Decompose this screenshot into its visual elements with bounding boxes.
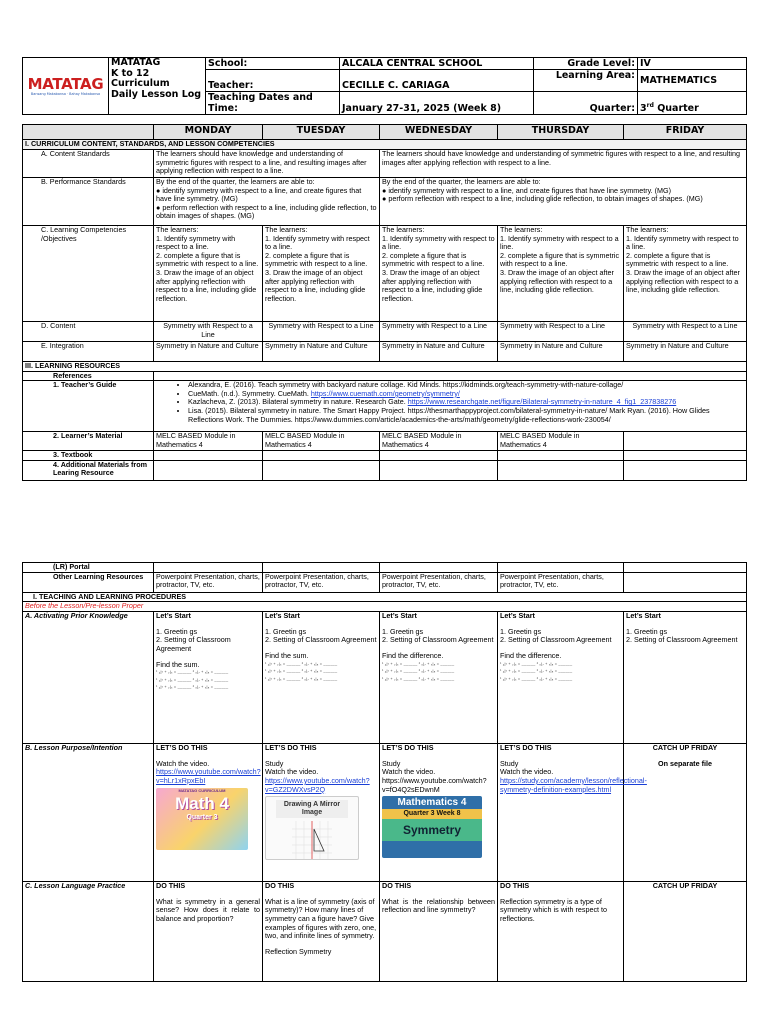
section-curriculum: I. CURRICULUM CONTENT, STANDARDS, AND LESSON COMPETENCIES: [23, 140, 747, 150]
content-standards-left: The learners should have knowledge and understanding of symmetric figures with respect to a line, and resulting images after applying reflection with respect to a line.: [154, 150, 380, 178]
performance-standards-left: By the end of the quarter, the learners are able to: ● identify symmetry with respect to a line, and create figures that have line symmetry. (MG) ● perform reflection with respect to a line, including glide reflection, to obtain images of shapes. (MG): [154, 178, 380, 226]
empty-cell: [624, 563, 747, 573]
school-value: ALCALA CENTRAL SCHOOL: [340, 58, 534, 70]
empty-cell: [498, 563, 624, 573]
empty-cell: [380, 563, 498, 573]
empty-cell: [380, 460, 498, 480]
practice-friday: CATCH UP FRIDAY: [624, 882, 747, 982]
day-thursday: THURSDAY: [498, 125, 624, 140]
content-standards-right: The learners should have knowledge and understanding of symmetric figures with respect to a line, and resulting images after applying reflection with respect to a line.: [380, 150, 747, 178]
performance-standards-right: By the end of the quarter, the learners are able to: ● identify symmetry with respect to a line, and create figures that have line symmetry. (MG) ● perform reflection with respect to a line, including glide reflection, to obtain images of shapes. (MG): [380, 178, 747, 226]
purpose-label: B. Lesson Purpose/Intention: [23, 744, 154, 882]
integration-tuesday: Symmetry in Nature and Culture: [263, 342, 380, 362]
practice-label: C. Lesson Language Practice: [23, 882, 154, 982]
corner-cell: [23, 125, 154, 140]
activating-tuesday: Let’s Start 1. Greetin gs 2. Setting of Classroom Agreement Find the sum. ¹ ₄|‹ + ₂|₃ = ______ ² ₆|₇ + ₃|₈ = ______ ¹ ₄|‹ + ₂|₃ = ______ ² ₆|₇ + ₃|₈ = ______ ¹ ₄|‹ + ₂|₃ = ______ ² ₆|₇ + ₃|₈ = ______: [263, 612, 380, 744]
purpose-tuesday: LET’S DO THIS Study Watch the video. https://www.youtube.com/watch?v=GZ2DWXvsP2Q Drawing A Mirror Image: [263, 744, 380, 882]
video-link-monday[interactable]: https://www.youtube.com/watch?v=hLr1xRpxEbI: [156, 767, 261, 785]
learners-material-wednesday: MELC BASED Module in Mathematics 4: [380, 432, 498, 451]
performance-standards-label: B. Performance Standards: [23, 178, 154, 226]
lr-portal-label: (LR) Portal: [23, 563, 154, 573]
learners-material-friday: [624, 432, 747, 451]
content-friday: Symmetry with Respect to a Line: [624, 322, 747, 342]
other-resources-monday: Powerpoint Presentation, charts, protractor, TV, etc.: [154, 572, 263, 592]
video-link-tuesday[interactable]: https://www.youtube.com/watch?v=GZ2DWXvsP2Q: [265, 775, 370, 794]
area-value: MATHEMATICS: [638, 70, 747, 92]
matatag-logo: MATATAG Bansang Makabansa · Bahay Makabansa: [23, 58, 109, 115]
teacher-label: Teacher:: [206, 70, 340, 92]
activating-wednesday: Let’s Start 1. Greetin gs 2. Setting of Classroom Agreement Find the difference. ¹ ₄|‹ + ₂|₃ = ______ ² ₆|₇ + ₃|₈ = ______ ¹ ₄|‹ + ₂|₃ = ______ ² ₆|₇ + ₃|₈ = ______ ¹ ₄|‹ + ₂|₃ = ______ ² ₆|₇ + ₃|₈ = ______: [380, 612, 498, 744]
teacher-value: CECILLE C. CARIAGA: [340, 70, 534, 92]
ref-item: • Kazlacheva, Z. (2013). Bilateral symmetry in nature. Research Gate. https://www.researchgate.net/figure/Bilateral-symmetry-in-nature_4_fig1_237838276: [188, 398, 744, 407]
teachers-guide-refs: [154, 381, 747, 432]
video-thumbnail-math4[interactable]: MATATAG CURRICULUM Math 4 Quarter 3: [156, 788, 248, 850]
grade-value: IV: [638, 58, 747, 70]
competencies-friday: The learners: 1. Identify symmetry with respect to a line. 2. complete a figure that is symmetric with respect to a line. 3. Draw the image of an object after applying reflection with respect to a line, including glide reflection.: [624, 226, 747, 322]
empty-cell: [154, 460, 263, 480]
empty-cell: [498, 451, 624, 461]
activating-thursday: Let’s Start 1. Greetin gs 2. Setting of Classroom Agreement Find the difference. ¹ ₄|‹ + ₂|₃ = ______ ² ₆|₇ + ₃|₈ = ______ ¹ ₄|‹ + ₂|₃ = ______ ² ₆|₇ + ₃|₈ = ______ ¹ ₄|‹ + ₂|₃ = ______ ² ₆|₇ + ₃|₈ = ______: [498, 612, 624, 744]
section-procedures: I. TEACHING AND LEARNING PROCEDURES: [23, 592, 747, 602]
content-thursday: Symmetry with Respect to a Line: [498, 322, 624, 342]
day-monday: MONDAY: [154, 125, 263, 140]
empty-cell: [154, 563, 263, 573]
learners-material-thursday: MELC BASED Module in Mathematics 4: [498, 432, 624, 451]
competencies-tuesday: The learners: 1. Identify symmetry with respect to a line. 2. complete a figure that is symmetric with respect to a line. 3. Draw the image of an object after applying reflection with respect to a line, including glide reflection.: [263, 226, 380, 322]
activating-monday: Let’s Start 1. Greetin gs 2. Setting of Classroom Agreement Find the sum. ¹ ₄|‹ + ₂|₃ = ______ ² ₆|₇ + ₃|₈ = ______ ¹ ₄|‹ + ₂|₃ = ______ ² ₆|₇ + ₃|₈ = ______ ¹ ₄|‹ + ₂|₃ = ______ ² ₆|₇ + ₃|₈ = ______: [154, 612, 263, 744]
purpose-thursday: LET’S DO THIS Study Watch the video. https://study.com/academy/lesson/reflectional-symmetry-definition-examples.html: [498, 744, 624, 882]
competencies-thursday: The learners: 1. Identify symmetry with respect to a line. 2. complete a figure that is symmetric with respect to a line. 3. Draw the image of an object after applying reflection with respect to a line, including glide reflection.: [498, 226, 624, 322]
grade-label: Grade Level:: [534, 58, 638, 70]
ref-link[interactable]: https://www.cuemath.com/geometry/symmetry/: [310, 388, 460, 398]
content-label: D. Content: [23, 322, 154, 342]
other-resources-label: Other Learning Resources: [23, 572, 154, 592]
content-standards-label: A. Content Standards: [23, 150, 154, 178]
other-resources-tuesday: Powerpoint Presentation, charts, protractor, TV, etc.: [263, 572, 380, 592]
competencies-monday: The learners: 1. Identify symmetry with respect to a line. 2. complete a figure that is symmetric with respect to a line. 3. Draw the image of an object after applying reflection with respect to a line, including glide reflection.: [154, 226, 263, 322]
activating-friday: Let’s Start 1. Greetin gs 2. Setting of Classroom Agreement: [624, 612, 747, 744]
dll-table-page1: [22, 124, 746, 481]
empty-cell: [624, 460, 747, 480]
mirror-triangle-icon: [266, 821, 358, 859]
content-wednesday: Symmetry with Respect to a Line: [380, 322, 498, 342]
practice-thursday: DO THIS Reflection symmetry is a type of symmetry which is with respect to reflections.: [498, 882, 624, 982]
video-link-wednesday[interactable]: https://www.youtube.com/watch?v=fO4Q2sEDwnM: [382, 775, 487, 794]
teachers-guide-label: 1. Teacher’s Guide: [23, 381, 154, 432]
ref-link[interactable]: https://www.researchgate.net/figure/Bilateral-symmetry-in-nature_4_fig1_237838276: [407, 397, 677, 407]
integration-monday: Symmetry in Nature and Culture: [154, 342, 263, 362]
quarter-label: Quarter:: [534, 92, 638, 115]
before-lesson-label: Before the Lesson/Pre-lesson Proper: [23, 602, 747, 612]
dates-value: January 27-31, 2025 (Week 8): [340, 92, 534, 115]
study-link-thursday[interactable]: https://study.com/academy/lesson/reflectional-symmetry-definition-examples.html: [500, 775, 647, 794]
school-label: School:: [206, 58, 340, 70]
empty-cell: [624, 451, 747, 461]
dll-title: MATATAG K to 12 Curriculum Daily Lesson Log: [109, 58, 206, 115]
competencies-wednesday: The learners: 1. Identify symmetry with respect to a line. 2. complete a figure that is symmetric with respect to a line. 3. Draw the image of an object after applying reflection with respect to a line, including glide reflection.: [380, 226, 498, 322]
integration-thursday: Symmetry in Nature and Culture: [498, 342, 624, 362]
textbook-label: 3. Textbook: [23, 451, 154, 461]
competencies-label: C. Learning Competencies /Objectives: [23, 226, 154, 322]
practice-monday: DO THIS What is symmetry in a general sense? How does it relate to balance and proportion?: [154, 882, 263, 982]
integration-label: E. Integration: [23, 342, 154, 362]
practice-tuesday: DO THIS What is a line of symmetry (axis of symmetry)? How many lines of symmetry can a figure have? Give examples of figures with zero, one, two, and infinite lines of symmetry. Reflection Symmetry: [263, 882, 380, 982]
other-resources-wednesday: Powerpoint Presentation, charts, protractor, TV, etc.: [380, 572, 498, 592]
empty-cell: [380, 451, 498, 461]
purpose-friday: CATCH UP FRIDAY On separate file: [624, 744, 747, 882]
purpose-monday: LET’S DO THIS Watch the video. https://www.youtube.com/watch?v=hLr1xRpxEbI MATATAG CURRICULUM Math 4 Quarter 3: [154, 744, 263, 882]
purpose-wednesday: LET’S DO THIS Study Watch the video. https://www.youtube.com/watch?v=fO4Q2sEDwnM Mathematics 4 Quarter 3 Week 8 Symmetry: [380, 744, 498, 882]
area-label: Learning Area:: [534, 70, 638, 92]
empty-cell: [154, 451, 263, 461]
integration-friday: Symmetry in Nature and Culture: [624, 342, 747, 362]
empty-cell: [624, 572, 747, 592]
practice-wednesday: DO THIS What is the relationship between reflection and line symmetry?: [380, 882, 498, 982]
day-tuesday: TUESDAY: [263, 125, 380, 140]
integration-wednesday: Symmetry in Nature and Culture: [380, 342, 498, 362]
section-learning-resources: III. LEARNING RESOURCES: [23, 362, 747, 372]
header-block: [22, 57, 746, 115]
ref-item: • Alexandra, E. (2016). Teach symmetry with backyard nature collage. Kid Minds. https://kidminds.org/teach-symmetry-with-nature-collage/: [188, 381, 744, 390]
other-resources-thursday: Powerpoint Presentation, charts, protractor, TV, etc.: [498, 572, 624, 592]
learners-material-monday: MELC BASED Module in Mathematics 4: [154, 432, 263, 451]
day-friday: FRIDAY: [624, 125, 747, 140]
empty-cell: [263, 460, 380, 480]
ref-item: • CueMath. (n.d.). Symmetry. CueMath. https://www.cuemath.com/geometry/symmetry/: [188, 390, 744, 399]
additional-materials-label: 4. Additional Materials from Learing Resource: [23, 460, 154, 480]
ref-item: • Lisa. (2015). Bilateral symmetry in nature. The Smart Happy Project. https://thesmarthappyproject.com/bilateral-symmetry-in-nature/ Mark Ryan. (2016). How Glides Reflections Work. The Dummies. https://www.dummies.com/article/academics-the-arts/math/geometry/glide-reflections-work-230054/: [188, 407, 744, 424]
learners-material-label: 2. Learner’s Material: [23, 432, 154, 451]
video-thumbnail-mirror-image[interactable]: Drawing A Mirror Image: [265, 796, 359, 860]
quarter-value: 3rd Quarter: [638, 92, 747, 115]
empty-cell: [263, 451, 380, 461]
activating-label: A. Activating Prior Knowledge: [23, 612, 154, 744]
content-tuesday: Symmetry with Respect to a Line: [263, 322, 380, 342]
dates-label: Teaching Dates and Time:: [206, 92, 340, 115]
learners-material-tuesday: MELC BASED Module in Mathematics 4: [263, 432, 380, 451]
references-label: References: [23, 371, 154, 381]
video-thumbnail-symmetry[interactable]: Mathematics 4 Quarter 3 Week 8 Symmetry: [382, 796, 482, 858]
empty-cell: [263, 563, 380, 573]
content-monday: Symmetry with Respect to a Line: [154, 322, 263, 342]
day-wednesday: WEDNESDAY: [380, 125, 498, 140]
empty-cell: [498, 460, 624, 480]
dll-table-page2: [22, 562, 746, 982]
